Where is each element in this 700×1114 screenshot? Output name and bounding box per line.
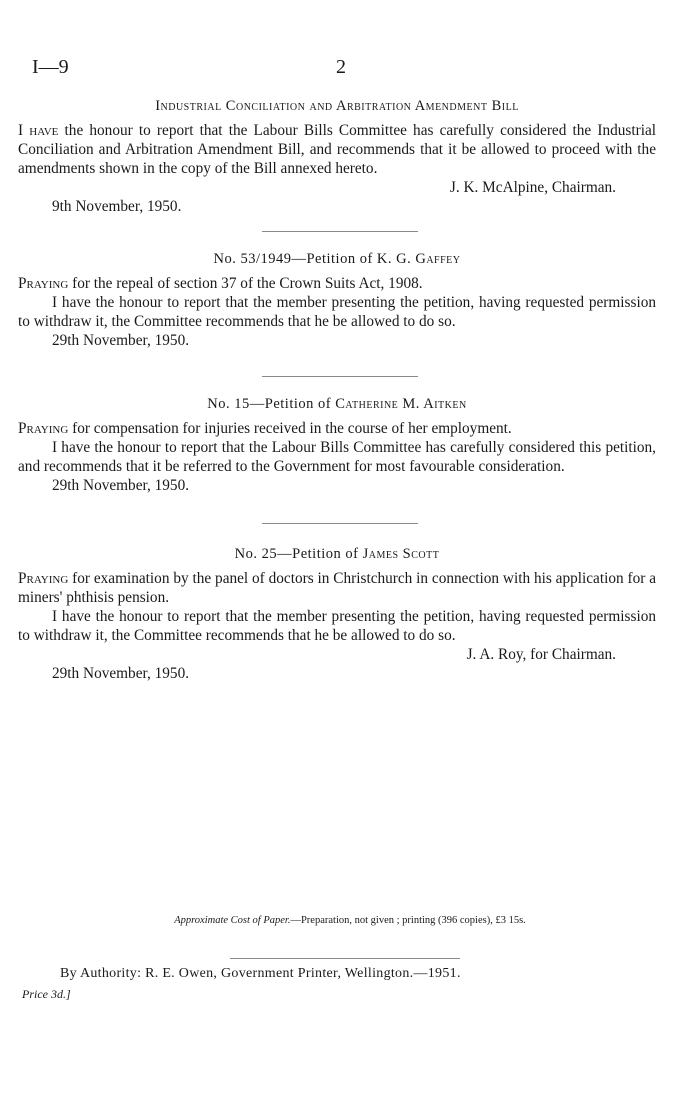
report-paragraph: I have the honour to report that the member presenting the petition, having requested permission to withdraw it, the Committee recommends that he be allowed to do so. — [18, 294, 656, 330]
signature: J. A. Roy, for Chairman. — [466, 646, 616, 663]
section-title: No. 25—Petition of James Scott — [234, 546, 440, 562]
section-petition-aitken — [18, 395, 656, 495]
section-petition-scott — [18, 545, 656, 683]
page-number: 2 — [336, 56, 346, 78]
praying-paragraph: Praying for examination by the panel of doctors in Christchurch in connection with his application for a miners' phthisis pension. — [18, 570, 656, 606]
footer-divider — [230, 958, 460, 959]
printer-authority: By Authority: R. E. Owen, Government Printer, Wellington.—1951. — [60, 966, 461, 981]
report-date: 29th November, 1950. — [52, 665, 190, 682]
section-divider — [262, 231, 418, 232]
section-divider — [262, 376, 418, 377]
price-note: Price 3d.] — [22, 987, 71, 1001]
praying-paragraph: Praying for the repeal of section 37 of the Crown Suits Act, 1908. — [18, 275, 423, 292]
signature: J. K. McAlpine, Chairman. — [449, 179, 616, 196]
praying-paragraph: Praying for compensation for injuries received in the course of her employment. — [18, 420, 512, 437]
report-paragraph: I have the honour to report that the member presenting the petition, having requested permission to withdraw it, the Committee recommends that he be allowed to do so. — [18, 608, 656, 644]
section-petition-gaffey — [18, 250, 656, 350]
report-date: 29th November, 1950. — [52, 332, 190, 349]
report-text: the honour to report that the Labour Bills Committee has carefully considered the Industrial Conciliation and Arbitration Amendment Bill, and recommends that it be allowed to proceed with the amendments shown in the copy of the Bill annexed hereto. — [18, 122, 656, 177]
report-paragraph: I have the honour to report that the Labour Bills Committee has carefully considered this petition, and recommends that it be referred to the Government for most favourable consideration. — [18, 439, 656, 475]
report-date: 29th November, 1950. — [52, 477, 190, 494]
report-date: 9th November, 1950. — [52, 198, 182, 215]
section-divider — [262, 523, 418, 524]
report-paragraph — [18, 121, 656, 178]
section-title: No. 53/1949—Petition of K. G. Gaffey — [213, 251, 461, 267]
section-title: No. 15—Petition of Catherine M. Aitken — [207, 396, 467, 412]
lead-words: I have — [18, 122, 59, 139]
section-title: Industrial Conciliation and Arbitration Amendment Bill — [155, 98, 519, 114]
section-amendment-bill — [18, 97, 656, 216]
cost-note: Approximate Cost of Paper.—Preparation, not given ; printing (396 copies), £3 15s. — [174, 915, 526, 926]
page-reference: I—9 — [32, 56, 69, 78]
